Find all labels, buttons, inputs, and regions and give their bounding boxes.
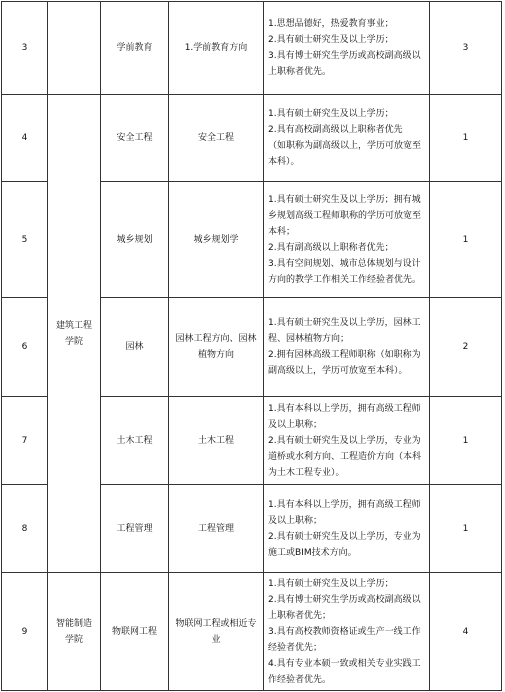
row-number: 3 — [2, 2, 48, 95]
major-cell: 学前教育 — [101, 2, 169, 95]
direction-cell: 工程管理 — [169, 485, 264, 573]
requirements-cell — [264, 2, 430, 95]
direction-cell: 安全工程 — [169, 95, 264, 182]
requirement-line: 2.具有硕士研究生及以上学历； — [268, 35, 394, 45]
requirement-line: 1.具有硕士研究生及以上学历，园林工程、园林植物方向； — [268, 318, 421, 344]
row-number: 5 — [2, 182, 48, 298]
headcount-cell: 2 — [430, 298, 502, 397]
requirements-cell — [264, 182, 430, 298]
requirement-line: 2.具有高校副高级以上职称者优先 — [268, 125, 403, 135]
college-cell: 建筑工程学院 — [48, 95, 101, 573]
row-number: 6 — [2, 298, 48, 397]
table-row — [2, 2, 502, 95]
requirement-line: 1.具有本科以上学历，拥有高级工程师及以上职称； — [268, 499, 421, 526]
requirement-line: 2.拥有园林高级工程师职称（如职称为副高级以上，学历可放宽至本科）。 — [268, 350, 421, 376]
college-cell-empty — [48, 2, 101, 95]
requirement-line: 1.思想品德好，热爱教育事业； — [268, 19, 394, 29]
requirement-line: 1.具有本科以上学历，拥有高级工程师及以上职称； — [268, 403, 421, 430]
headcount-cell: 4 — [430, 573, 502, 691]
row-number: 8 — [2, 485, 48, 573]
requirement-line: 1.具有硕士研究生及以上学历； — [268, 109, 394, 119]
requirement-line: 2.具有副高级以上职称者优先； — [268, 242, 394, 253]
college-cell: 智能制造学院 — [48, 573, 101, 691]
requirements-cell — [264, 573, 430, 691]
major-cell: 物联网工程 — [101, 573, 169, 691]
requirement-line: 2.具有硕士研究生及以上学历，专业为道桥或水利方向、工程造价方向（本科为土木工程专业）。 — [268, 435, 422, 478]
major-cell: 园林 — [101, 298, 169, 397]
recruitment-table — [1, 1, 502, 691]
direction-cell: 物联网工程或相近专业 — [169, 573, 264, 691]
requirements-cell — [264, 397, 430, 485]
table-row — [2, 573, 502, 691]
requirement-line: 2.具有硕士研究生及以上学历，专业为施工或BIM技术方向。 — [268, 531, 421, 558]
requirement-line: 3.具有高校教师资格证或生产一线工作经验者优先； — [268, 626, 421, 653]
direction-cell: 城乡规划学 — [169, 182, 264, 298]
requirements-cell — [264, 95, 430, 182]
direction-cell: 土木工程 — [169, 397, 264, 485]
direction-cell: 1.学前教育方向 — [169, 2, 264, 95]
requirement-line: （如职称为副高级以上，学历可放宽至本科）。 — [268, 141, 422, 167]
major-cell: 安全工程 — [101, 95, 169, 182]
major-cell: 城乡规划 — [101, 182, 169, 298]
headcount-cell: 1 — [430, 397, 502, 485]
headcount-cell: 1 — [430, 485, 502, 573]
major-cell: 土木工程 — [101, 397, 169, 485]
row-number: 9 — [2, 573, 48, 691]
row-number: 7 — [2, 397, 48, 485]
requirements-cell — [264, 298, 430, 397]
headcount-cell: 1 — [430, 182, 502, 298]
requirement-line: 1.具有硕士研究生及以上学历；拥有城乡规划高级工程师职称的学历可放宽至本科； — [268, 194, 422, 237]
row-number: 4 — [2, 95, 48, 182]
requirement-line: 4.具有专业本硕一致或相关专业实践工作经验者优先。 — [268, 658, 421, 685]
requirement-line: 3.具有博士研究生学历或高校副高级以上职称者优先。 — [268, 51, 421, 77]
direction-cell: 园林工程方向、园林植物方向 — [169, 298, 264, 397]
requirement-line: 3.具有空间规划、城市总体规划与设计方向的教学工作相关工作经验者优先。 — [268, 258, 422, 285]
requirement-line: 2.具有博士研究生学历或高校副高级以上职称者优先； — [268, 594, 421, 621]
headcount-cell: 3 — [430, 2, 502, 95]
table-row — [2, 95, 502, 182]
requirements-cell — [264, 485, 430, 573]
requirement-line: 1.具有硕士研究生及以上学历； — [268, 578, 394, 589]
major-cell: 工程管理 — [101, 485, 169, 573]
headcount-cell: 1 — [430, 95, 502, 182]
